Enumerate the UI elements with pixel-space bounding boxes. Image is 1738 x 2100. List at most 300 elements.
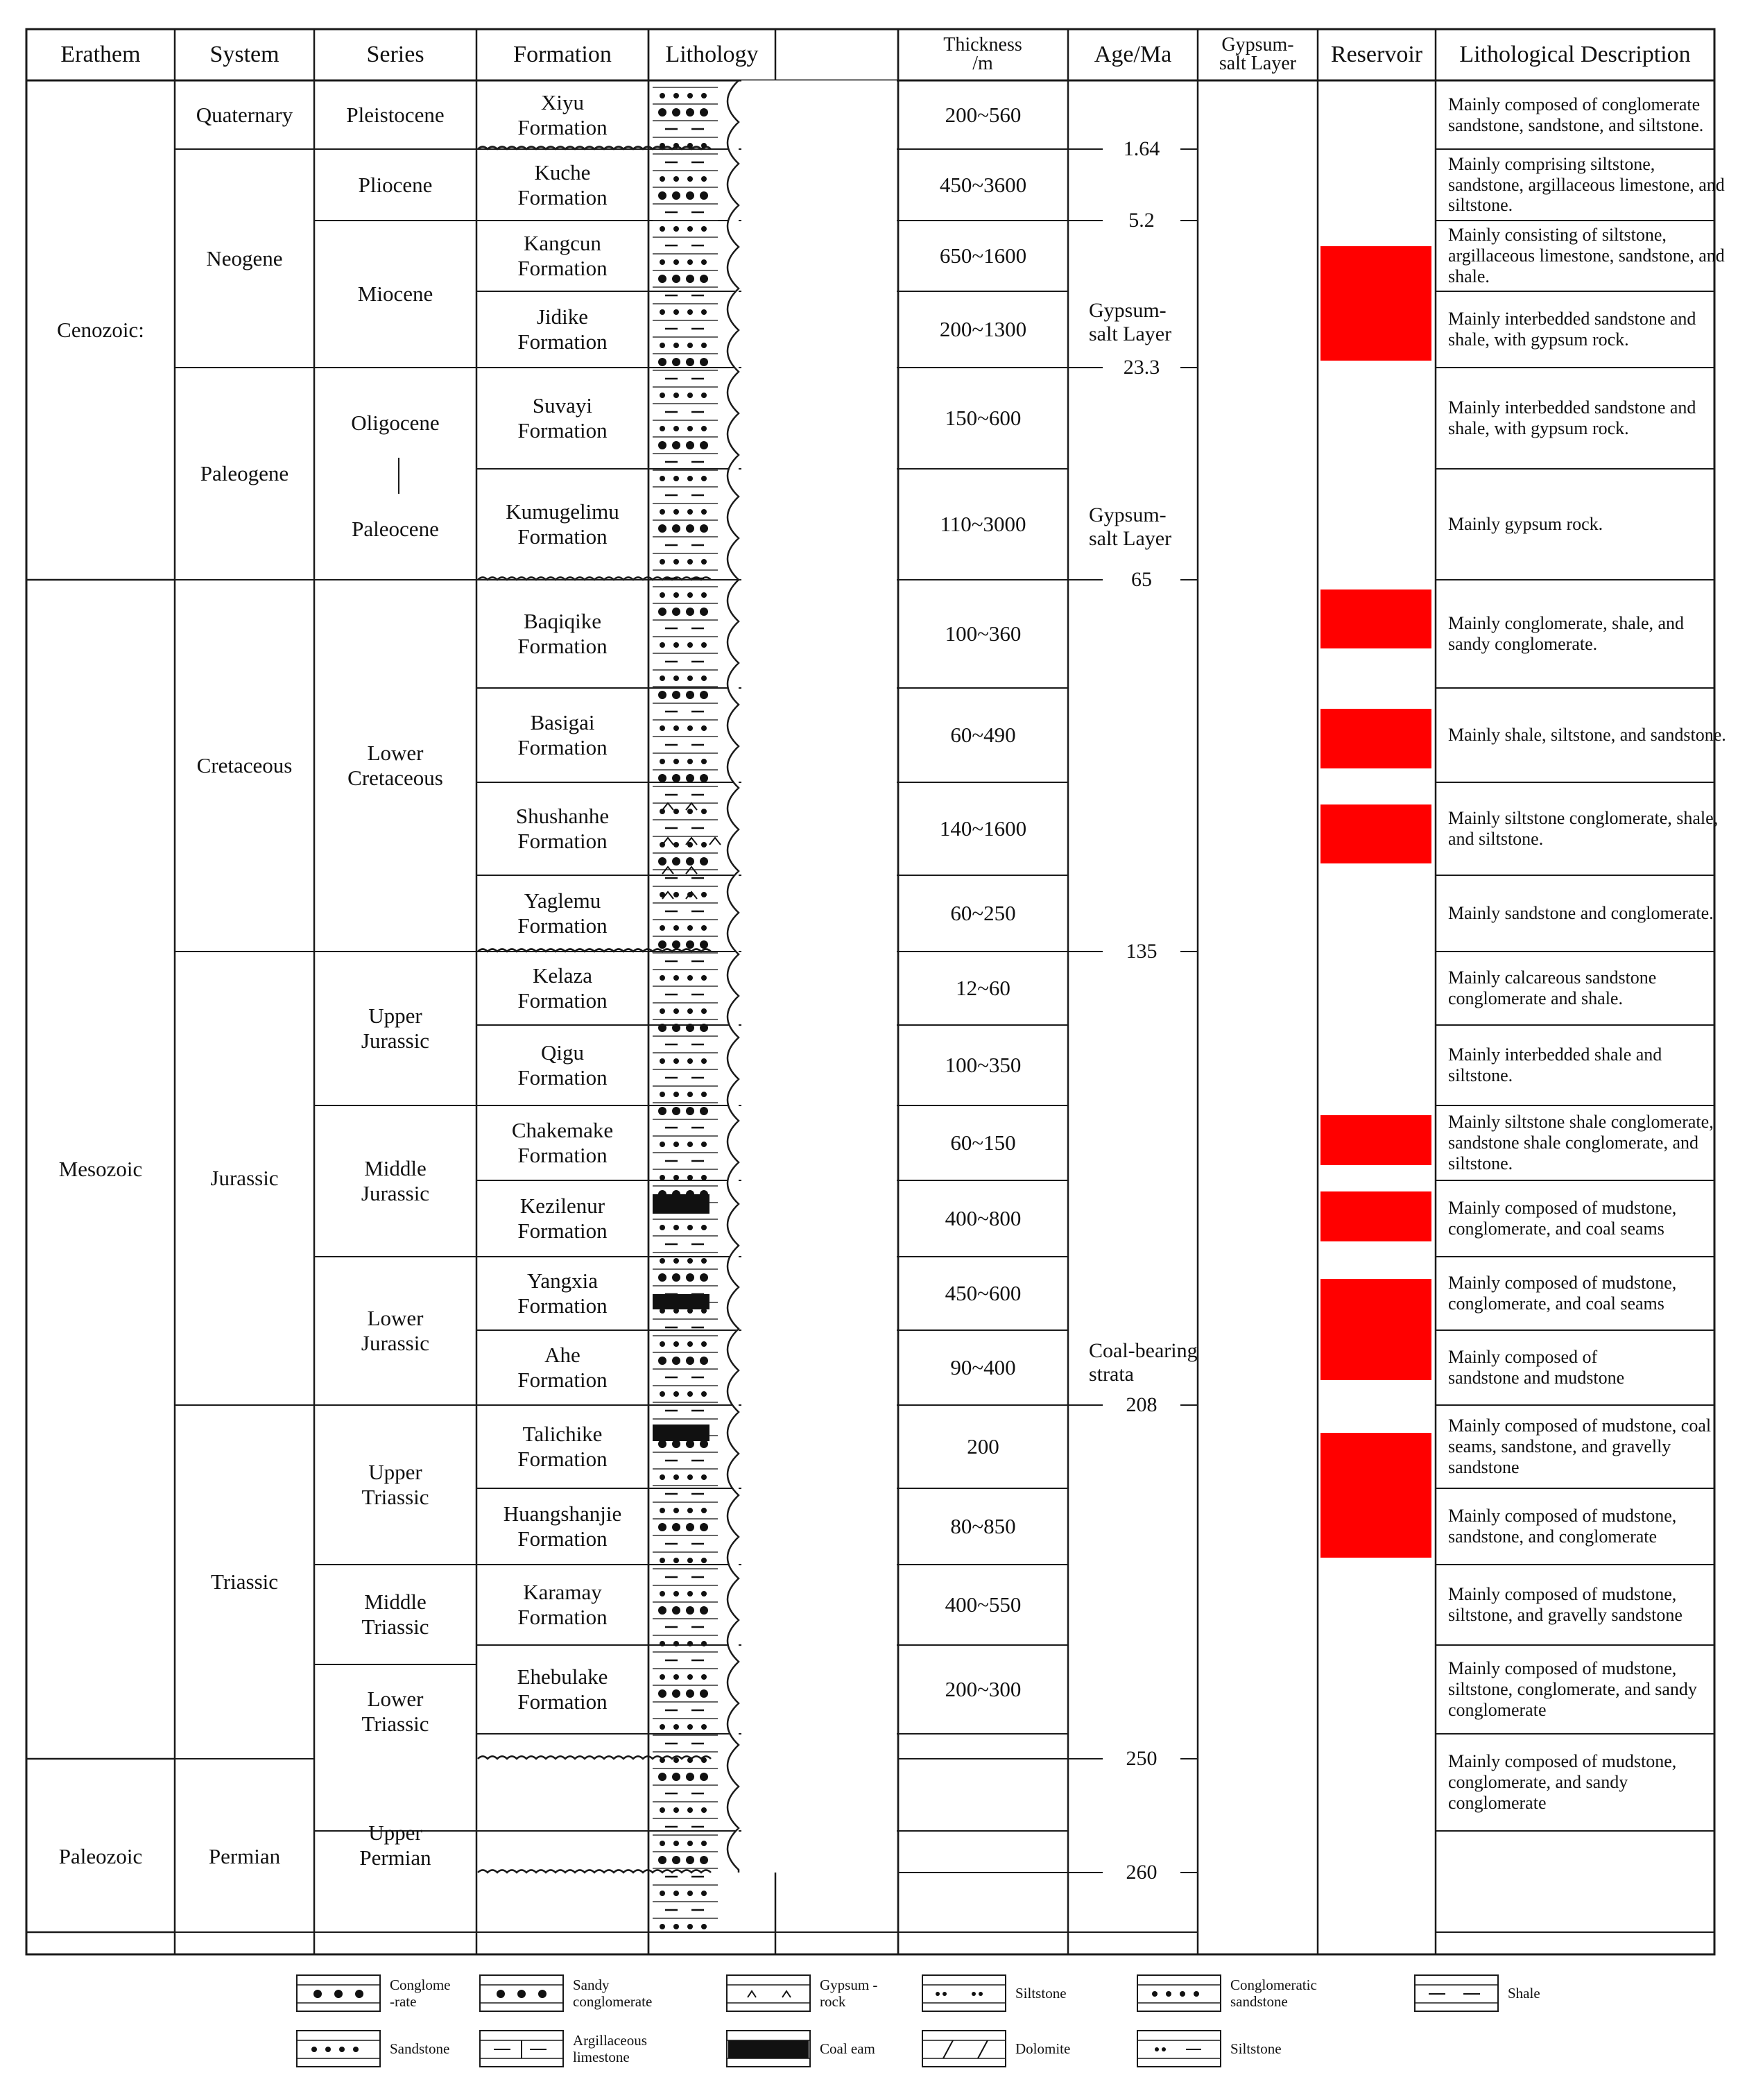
grain-dot [687,1341,693,1347]
grain-dot [673,259,679,265]
grain-dot [672,358,680,366]
age-value-text: 135 [1126,939,1158,963]
grain-dot [658,191,666,200]
grain-dot [700,1523,708,1531]
coal-seam [653,1194,709,1214]
formation-name-text: Talichike Formation [517,1422,608,1471]
header-thickness-text: Thickness /m [943,34,1022,74]
grain-dot [700,1024,708,1032]
grain-dot [660,1092,665,1097]
formation-name [476,580,648,688]
lithology-description-text: Mainly composed of sandstone and mudstone [1448,1347,1625,1388]
grain-dot [658,608,666,616]
grain-dot [673,1225,679,1230]
series-label [314,479,476,580]
reservoir-interval-bar [1320,709,1431,768]
grain-dot [687,1891,693,1896]
grain-dot [686,275,694,283]
grain-dot [673,309,679,315]
grain-dot [701,1674,707,1680]
age-value-text: 1.64 [1123,137,1160,160]
lithology-description-text: Mainly calcareous sandstone conglomerate and shale. [1448,967,1657,1008]
grain-dot [658,441,666,449]
grain-dot [660,759,665,764]
grain-dot [701,1591,707,1596]
formation-name-text: Baqiqike Formation [517,609,608,658]
system-label-text: Permian [208,1844,281,1869]
thickness-value-text: 100~350 [945,1053,1022,1078]
grain-dot [658,774,666,782]
lithology-description [1436,469,1727,580]
grain-dot [673,892,679,897]
legend-fill [728,2040,809,2058]
lithology-description [1436,1645,1727,1734]
grain-dot [673,476,679,481]
thickness-value [898,80,1068,149]
formation-name-text: Xiyu Formation [517,89,608,139]
lithology-description [1436,221,1727,291]
grain-dot [672,441,680,449]
thickness-value [898,291,1068,368]
header-thickness [897,29,1068,80]
legend-box [922,2031,1006,2067]
grain-dot [701,1757,707,1763]
legend-swatch-siltstone-2 [1137,2031,1221,2067]
grain-dot [660,1591,665,1596]
lithology-description-text: Mainly composed of mudstone, siltstone, and gravelly sandstone [1448,1584,1683,1625]
age-value-text: 65 [1131,567,1152,591]
grain-dot [700,691,708,699]
grain-dot [701,393,707,398]
grain-dot [700,1357,708,1365]
system-label [175,1405,314,1759]
age-value [1103,939,1180,964]
grain-dot [687,1225,693,1230]
reservoir-interval-bar [1320,1279,1431,1380]
grain-dot [686,774,694,782]
thickness-value-text: 450~3600 [939,172,1027,197]
grain-dot [687,592,693,598]
thickness-value [898,688,1068,782]
header-formation-text: Formation [513,42,612,68]
lithology-description-text: Mainly comprising siltstone, sandstone, argillaceous limestone, and siltstone. [1448,153,1725,216]
system-label-text: Triassic [210,1569,279,1594]
series-label [314,1759,476,1932]
series-label-text: Pleistocene [346,102,445,127]
grain-dot [673,1474,679,1480]
lithology-description [1436,1180,1727,1257]
formation-name-text: Chakemake Formation [511,1118,614,1167]
grain-dot [673,592,679,598]
legend-dot [1180,1991,1185,1997]
grain-dot [660,143,665,148]
grain-dot [687,1674,693,1680]
unconformity-wave [478,1870,711,1873]
reservoir-interval-bar [1320,589,1431,648]
grain-dot [673,925,679,931]
thickness-value [898,580,1068,688]
grain-dot [672,691,680,699]
age-value-text: 260 [1126,1860,1158,1884]
grain-dot [686,857,694,866]
formation-name-text: Kuche Formation [517,160,608,209]
grain-dot [673,559,679,565]
grain-dot [672,1357,680,1365]
legend-swatch-conglomeratic-sandstone [1137,1975,1221,2011]
grain-dot [673,509,679,515]
grain-dot [687,393,693,398]
series-label [314,149,476,221]
grain-dot [660,176,665,182]
grain-dot [700,608,708,616]
series-label [314,1565,476,1664]
grain-dot [660,93,665,98]
age-value [1103,355,1180,380]
series-label [314,1105,476,1257]
gypsum-mark [686,867,697,874]
formation-name [476,1645,648,1734]
grain-dot [701,675,707,681]
grain-dot [673,1142,679,1147]
header-erathem [26,29,175,80]
grain-dot [687,1841,693,1846]
grain-dot [658,940,666,949]
legend-label: Gypsum - rock [820,1976,878,2010]
formation-name-text: Qigu Formation [517,1040,608,1090]
grain-dot [660,1841,665,1846]
grain-dot [673,1724,679,1730]
header-lithology [648,29,775,80]
grain-dot [658,1024,666,1032]
system-label-text: Quaternary [196,102,293,127]
grain-dot [658,1856,666,1864]
grain-dot [673,809,679,814]
grain-dot [673,1508,679,1513]
age-note [1089,1339,1228,1386]
grain-dot [701,1092,707,1097]
grain-dot [673,759,679,764]
grain-dot [686,1856,694,1864]
thickness-value [898,1257,1068,1330]
header-age [1068,29,1198,80]
grain-dot [701,1558,707,1563]
formation-name-text: Jidike Formation [517,304,608,354]
thickness-value-text: 60~150 [950,1130,1016,1155]
legend-dot [936,1992,940,1996]
thickness-value-text: 110~3000 [940,512,1026,537]
grain-dot [687,1092,693,1097]
lithology-description-text: Mainly interbedded shale and siltstone. [1448,1044,1662,1085]
grain-dot [701,426,707,431]
header-gypsum [1198,29,1318,80]
grain-dot [687,226,693,232]
grain-dot [673,1807,679,1813]
grain-dot [686,191,694,200]
grain-dot [672,1689,680,1698]
grain-dot [701,1225,707,1230]
grain-dot [687,93,693,98]
legend-dot [1194,1991,1199,1997]
grain-dot [701,925,707,931]
grain-dot [701,592,707,598]
thickness-value [898,1330,1068,1405]
age-value-text: 23.3 [1123,355,1160,379]
formation-name [476,149,648,221]
grain-dot [660,1142,665,1147]
grain-dot [686,441,694,449]
grain-dot [701,309,707,315]
header-description-text: Lithological Description [1459,42,1691,68]
legend-box [922,1975,1006,2011]
legend-label: Conglome -rate [390,1976,451,2010]
thickness-value [898,1645,1068,1734]
grain-dot [673,226,679,232]
legend-swatch-sandstone [297,2031,380,2067]
gypsum-mark [662,803,673,810]
series-label-text: Lower Triassic [361,1687,429,1736]
grain-dot [672,857,680,866]
grain-dot [673,725,679,731]
grain-dot [672,191,680,200]
lithology-description [1436,80,1727,149]
grain-dot [701,809,707,814]
grain-dot [673,675,679,681]
grain-dot [700,524,708,533]
grain-dot [660,426,665,431]
grain-dot [672,524,680,533]
erathem-label-text: Cenozoic: [57,318,144,343]
lithology-description-text: Mainly siltstone shale conglomerate, sandstone shale conglomerate, and siltstone. [1448,1112,1714,1173]
legend-label: Siltstone [1230,2040,1282,2057]
grain-dot [687,1591,693,1596]
system-label-text: Paleogene [200,461,289,486]
age-value-text: 208 [1126,1393,1158,1416]
grain-dot [687,1508,693,1513]
lithology-column [653,80,897,1929]
grain-dot [672,1024,680,1032]
header-formation [476,29,648,80]
grain-dot [673,1391,679,1397]
grain-dot [701,1058,707,1064]
grain-dot [687,642,693,648]
grain-dot [701,1391,707,1397]
grain-dot [701,1142,707,1147]
grain-dot [687,925,693,931]
thickness-value-text: 80~850 [950,1514,1016,1539]
grain-dot [672,774,680,782]
grain-dot [660,675,665,681]
lithology-description-text: Mainly composed of mudstone, siltstone, conglomerate, and sandy conglomerate [1448,1658,1697,1720]
grain-dot [687,1924,693,1929]
gypsum-mark [662,838,673,845]
grain-dot [701,1175,707,1180]
header-reservoir [1318,29,1436,80]
erathem-label-text: Mesozoic [58,1157,143,1182]
thickness-value [898,1405,1068,1488]
thickness-value [898,469,1068,580]
formation-name [476,291,648,368]
formation-name-text: Kelaza Formation [517,963,608,1013]
system-label [175,952,314,1405]
lithology-description-text: Mainly composed of mudstone, sandstone, and conglomerate [1448,1506,1677,1547]
grain-dot [673,1058,679,1064]
lithology-description-text: Mainly sandstone and conglomerate. [1448,903,1714,924]
grain-dot [673,1008,679,1014]
system-label [175,368,314,580]
thickness-value-text: 140~1600 [939,816,1027,841]
legend-dot [1166,1991,1171,1997]
legend-label: Shale [1508,1984,1540,2002]
header-series [314,29,476,80]
grain-dot [700,1773,708,1781]
grain-dot [672,1273,680,1282]
series-label-text: Pliocene [358,172,433,197]
grain-dot [660,1474,665,1480]
series-label-text: Upper Permian [359,1821,431,1870]
legend-dot [353,2047,359,2052]
grain-dot [701,1924,707,1929]
series-label [314,368,476,479]
grain-dot [658,1107,666,1115]
lithology-description-text: Mainly interbedded sandstone and shale, with gypsum rock. [1448,309,1696,350]
formation-name-text: Huangshanjie Formation [503,1501,622,1551]
series-label-text: Paleocene [352,517,439,542]
gypsum-mark [709,838,721,845]
grain-dot [658,524,666,533]
legend-dot [538,1990,547,1998]
grain-dot [672,1107,680,1115]
series-label-text: Upper Triassic [361,1460,429,1509]
grain-dot [658,857,666,866]
thickness-value [898,1025,1068,1105]
reservoir-interval-bar [1320,1433,1431,1558]
legend-dot [979,1992,983,1996]
thickness-value-text: 100~360 [945,621,1022,646]
lithology-description-text: Mainly consisting of siltstone, argillaceous limestone, sandstone, and shale. [1448,225,1725,286]
grain-dot [660,1258,665,1264]
thickness-value [898,1180,1068,1257]
legend-dot [517,1990,526,1998]
header-gypsum-text: Gypsum- salt Layer [1219,34,1297,74]
grain-dot [686,940,694,949]
grain-dot [701,725,707,731]
grain-dot [672,275,680,283]
formation-name [476,1565,648,1645]
grain-dot [701,1474,707,1480]
lithology-description [1436,1488,1727,1565]
grain-dot [673,1258,679,1264]
series-label-text: Middle Triassic [361,1590,429,1639]
age-note-text: Gypsum- salt Layer [1089,503,1172,550]
formation-name-text: Yangxia Formation [517,1268,608,1318]
lithology-description-text: Mainly interbedded sandstone and shale, with gypsum rock. [1448,397,1696,438]
legend-swatch-conglomerate [297,1975,380,2011]
grain-dot [660,1924,665,1929]
legend-dot [334,1990,343,1998]
thickness-value-text: 90~400 [950,1355,1016,1380]
formation-name [476,1257,648,1330]
thickness-value-text: 650~1600 [939,243,1027,268]
grain-dot [687,1142,693,1147]
header-system [175,29,314,80]
grain-dot [673,426,679,431]
legend-box [1415,1975,1498,2011]
lithology-description [1436,875,1727,952]
formation-name [476,221,648,291]
system-label [175,580,314,952]
grain-dot [701,1008,707,1014]
formation-name-text: Kezilenur Formation [517,1194,608,1243]
system-label-text: Cretaceous [196,753,293,778]
legend-dot [313,1990,322,1998]
legend-dot [972,1992,976,1996]
grain-dot [701,1258,707,1264]
grain-dot [660,309,665,315]
age-note-text: Gypsum- salt Layer [1089,298,1172,345]
grain-dot [672,1773,680,1781]
grain-dot [660,559,665,565]
grain-dot [701,343,707,348]
grain-dot [660,226,665,232]
grain-dot [687,1474,693,1480]
grain-dot [701,1641,707,1646]
grain-dot [660,1891,665,1896]
grain-dot [660,592,665,598]
formation-name-text: Ahe Formation [517,1343,608,1392]
lithology-description [1436,1405,1727,1488]
lithology-description-text: Mainly shale, siltstone, and sandstone. [1448,725,1726,746]
grain-dot [686,691,694,699]
grain-dot [686,1606,694,1615]
thickness-value [898,952,1068,1025]
grain-dot [701,1341,707,1347]
legend-box [1137,1975,1221,2011]
formation-name [476,1488,648,1565]
thickness-value [898,368,1068,469]
lithology-description [1436,368,1727,469]
age-value [1103,1393,1180,1418]
grain-dot [660,393,665,398]
header-age-text: Age/Ma [1094,42,1172,68]
grain-dot [687,1807,693,1813]
grain-dot [687,143,693,148]
grain-dot [701,1891,707,1896]
lithology-description-text: Mainly composed of mudstone, conglomerate, and sandy conglomerate [1448,1751,1677,1813]
series-label [314,1257,476,1405]
legend-swatch-shale [1415,1975,1498,2011]
grain-dot [673,143,679,148]
grain-dot [687,1008,693,1014]
grain-dot [687,1757,693,1763]
grain-dot [658,1606,666,1615]
thickness-value [898,1565,1068,1645]
age-value [1103,1860,1180,1885]
reservoir-interval-bar [1320,804,1431,863]
series-label-text: Upper Jurassic [361,1004,430,1053]
formation-name-text: Suvayi Formation [517,393,608,442]
series-label-text: Middle Jurassic [361,1156,430,1205]
grain-dot [687,176,693,182]
grain-dot [658,275,666,283]
grain-dot [701,1807,707,1813]
legend-box [297,2031,380,2067]
lithology-description-text: Mainly composed of conglomerate sandstone, sandstone, and siltstone. [1448,94,1704,135]
grain-dot [700,1689,708,1698]
grain-dot [701,892,707,897]
grain-dot [673,1558,679,1563]
grain-dot [701,93,707,98]
grain-dot [687,559,693,565]
